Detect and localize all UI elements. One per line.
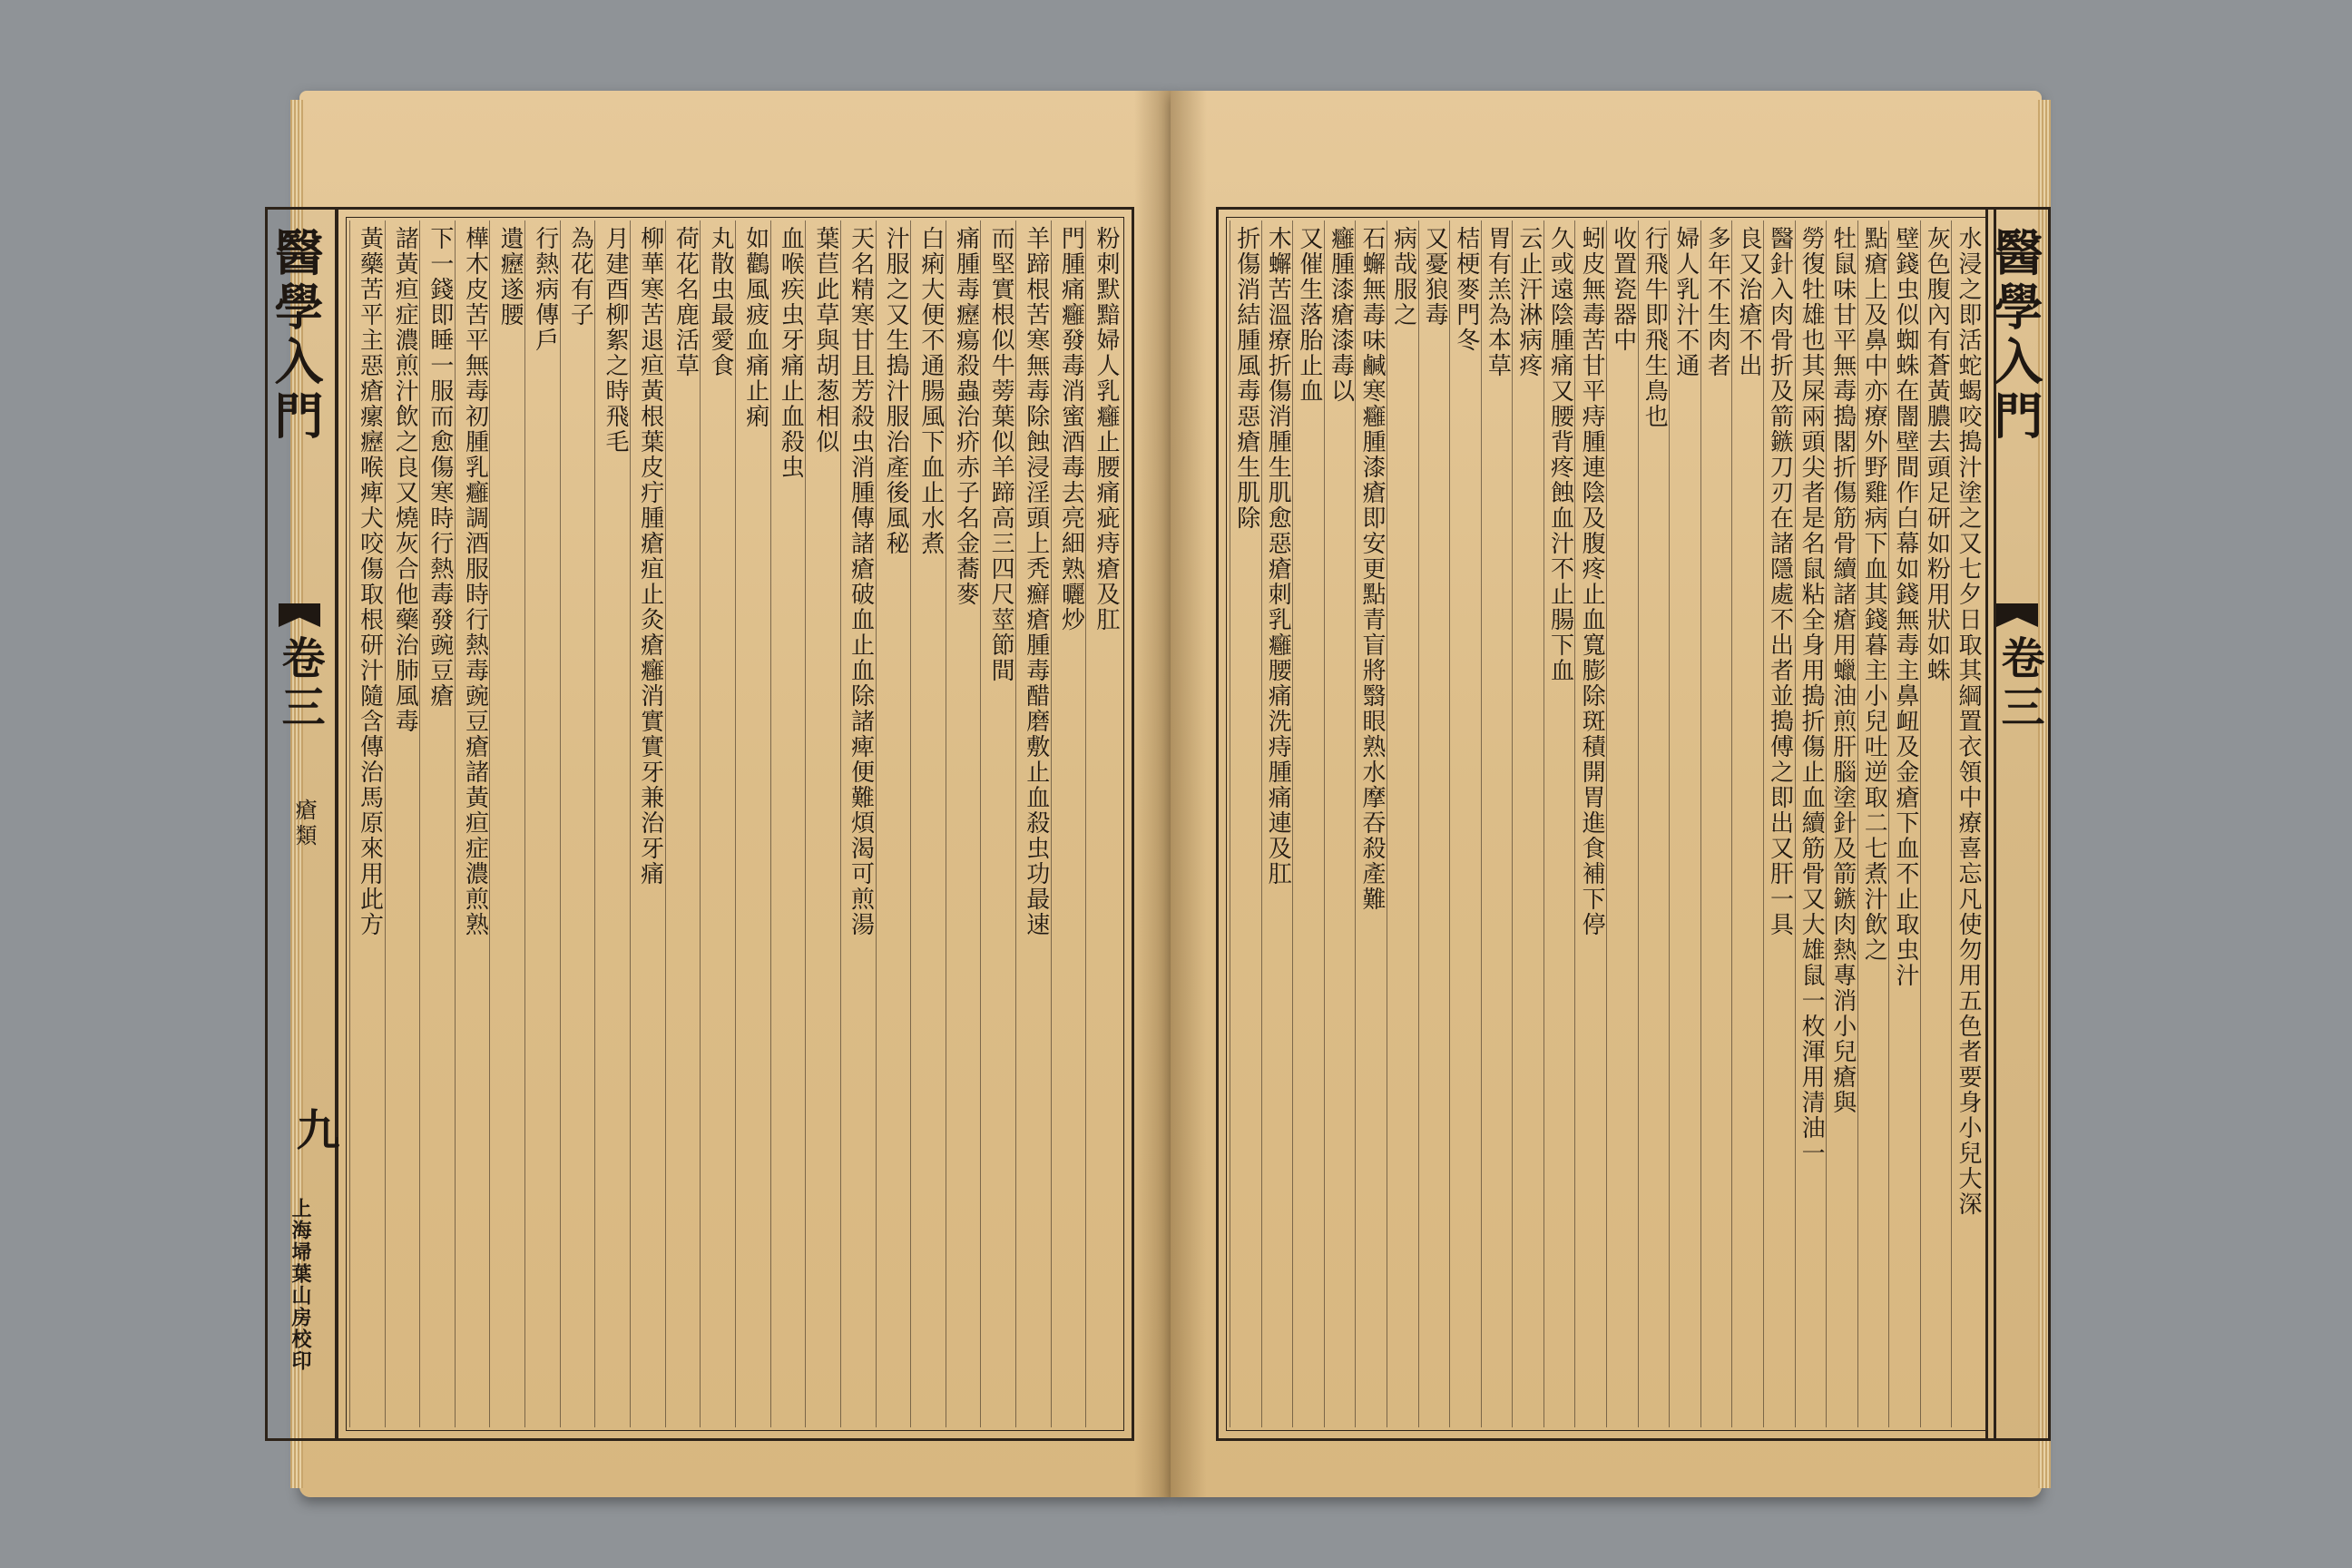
text-column: 荷花名鹿活草: [665, 220, 701, 1427]
text-column: 收置瓷器中: [1606, 220, 1638, 1427]
text-column: 門腫痛癰發毒消蜜酒毒去亮細熟曬炒: [1051, 220, 1086, 1427]
text-column: 遺癧遂腰: [489, 220, 524, 1427]
right-volume: 卷三: [1994, 635, 2044, 733]
text-column: 又憂狼毒: [1418, 220, 1450, 1427]
text-column: 諸黃疸症濃煎汁飲之良又燒灰合他藥治肺風毒: [385, 220, 420, 1427]
text-column: 桔梗麥門冬: [1449, 220, 1481, 1427]
text-column: 黃藥苦平主惡瘡瘰癧喉痺犬咬傷取根研汁隨含傳治馬原來用此方: [349, 220, 385, 1427]
text-column: 云止汗淋病疼: [1512, 220, 1544, 1427]
right-text-frame: [1216, 207, 1996, 1441]
text-column: 血喉疾虫牙痛止血殺虫: [770, 220, 806, 1427]
left-text-frame: [336, 207, 1134, 1441]
text-column: 石蠏無毒味鹹寒癰腫漆瘡即安更點青盲將翳眼熟水摩吞殺產難: [1355, 220, 1387, 1427]
text-column: 良又治瘡不出: [1731, 220, 1763, 1427]
text-column: 天名精寒甘且芳殺虫消腫傳諸瘡破血止血除諸痺便難煩渴可煎湯: [840, 220, 876, 1427]
text-column: 牡鼠味甘平無毒搗閣折傷筋骨續諸瘡用蠟油煎肝腦塗針及箭鏃肉熱專消小兒瘡與: [1826, 220, 1857, 1427]
left-imprint: 上海埽葉山房校印: [289, 1198, 312, 1372]
text-column: 婦人乳汁不通: [1669, 220, 1700, 1427]
text-column: 蚓皮無毒苦甘平痔腫連陰及腹疼止血寬膨除斑積開胃進食補下停: [1574, 220, 1606, 1427]
book-gutter: [1134, 91, 1207, 1497]
text-column: 行飛牛即飛生鳥也: [1638, 220, 1670, 1427]
text-column: 行熱病傳戶: [524, 220, 560, 1427]
text-column: 為花有子: [560, 220, 595, 1427]
text-column: 木蠏苦溫療折傷消腫生肌愈惡瘡刺乳癰腰痛洗痔腫痛連及肛: [1261, 220, 1293, 1427]
text-column: 粉刺默黯婦人乳癰止腰痛疵痔瘡及肛: [1085, 220, 1121, 1427]
text-column: 壁錢虫似蜘蛛在闇壁間作白幕如錢無毒主鼻衄及金瘡下血不止取虫汁: [1888, 220, 1920, 1427]
text-column: 點瘡上及鼻中亦療外野雞病下血其錢暮主小兒吐逆取二七煮汁飲之: [1857, 220, 1889, 1427]
text-column: 久或遠陰腫痛又腰背疼蝕血汁不止腸下血: [1544, 220, 1575, 1427]
text-column: 白痢大便不通腸風下血止水煮: [910, 220, 946, 1427]
text-column: 月建酉柳絮之時飛毛: [594, 220, 630, 1427]
text-column: 如鸛風疲血痛止痢: [735, 220, 770, 1427]
text-column: 葉苣此草與胡葱相似: [805, 220, 840, 1427]
left-category: 瘡類: [291, 799, 317, 849]
text-column: 折傷消結腫風毒惡瘡生肌除: [1230, 220, 1261, 1427]
right-text-columns: [1230, 220, 1983, 1427]
left-volume: 卷三: [274, 635, 325, 733]
text-column: 多年不生肉者: [1700, 220, 1732, 1427]
text-column: 灰色腹內有蒼黃膿去頭足研如粉用狀如蛛: [1920, 220, 1952, 1427]
right-book-title: 醫學入門: [1986, 227, 2044, 445]
text-column: 胃有羔為本草: [1481, 220, 1513, 1427]
text-column: 下一錢即睡一服而愈傷寒時行熱毒發豌豆瘡: [419, 220, 455, 1427]
text-column: 病哉服之: [1387, 220, 1418, 1427]
open-book: [267, 73, 2044, 1497]
text-column: 痛腫毒癧瘍殺蟲治疥赤子名金蕎麥: [946, 220, 981, 1427]
left-folio-number: 九: [289, 1107, 339, 1154]
text-column: 柳華寒苦退疸黃根葉皮疔腫瘡疽止灸瘡癰消實實牙兼治牙痛: [630, 220, 665, 1427]
text-column: 勞復牡雄也其屎兩頭尖者是名鼠粘全身用搗折傷止血續筋骨又大雄鼠一枚渾用清油一: [1795, 220, 1827, 1427]
text-column: 醫針入肉骨折及箭鏃刀刃在諸隱處不出者並搗傅之即出又肝一具: [1763, 220, 1795, 1427]
text-column: 又催生落胎止血: [1292, 220, 1324, 1427]
text-column: 丸散虫最愛食: [700, 220, 735, 1427]
left-book-title: 醫學入門: [267, 227, 325, 445]
text-column: 樺木皮苦平無毒初腫乳癰調酒服時行熱毒豌豆瘡諸黃疸症濃煎熟: [455, 220, 490, 1427]
text-column: 羊蹄根苦寒無毒除蝕浸淫頭上秃癬瘡腫毒醋磨敷止血殺虫功最速: [1015, 220, 1051, 1427]
text-column: 水浸之即活蛇蝎咬搗汁塗之又七夕日取其綱置衣領中療喜忘凡使勿用五色者要身小兒大深: [1951, 220, 1983, 1427]
text-column: 癰腫漆瘡漆毒以: [1324, 220, 1356, 1427]
left-text-columns: [349, 220, 1121, 1427]
text-column: 汁服之又生搗汁服治產後風秘: [876, 220, 911, 1427]
text-column: 而堅實根似牛蒡葉似羊蹄高三四尺莖節間: [980, 220, 1015, 1427]
